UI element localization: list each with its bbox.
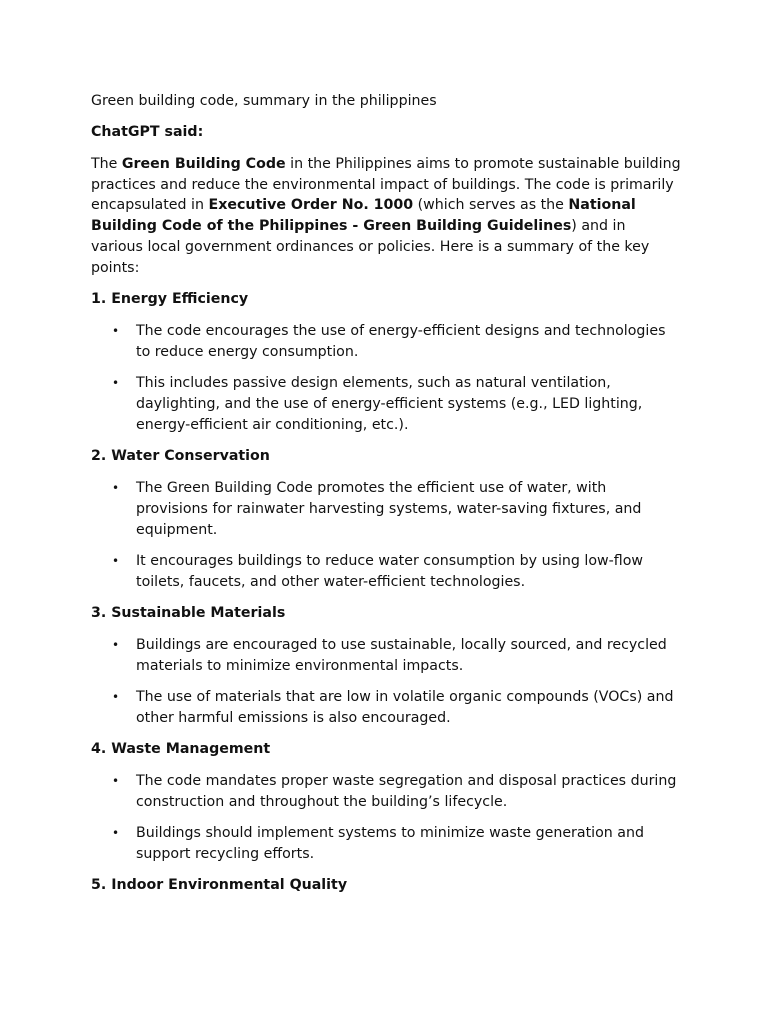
list-item: [91, 321, 681, 363]
section-heading: 2. Water Conservation: [91, 448, 270, 465]
bullet-icon: •: [112, 323, 120, 338]
list-item: [91, 823, 681, 865]
list-item: [91, 687, 681, 729]
user-prompt: Green building code, summary in the philippines: [91, 93, 437, 109]
intro-paragraph: [91, 154, 681, 279]
intro-text-4: ) and in various local government ordinances or policies. Here is a summary of the key points:: [91, 218, 650, 276]
list-item: [91, 478, 681, 540]
list-item-text: The use of materials that are low in volatile organic compounds (VOCs) and other harmful emissions is also encouraged.: [136, 689, 674, 726]
section-heading: 5. Indoor Environmental Quality: [91, 877, 348, 894]
intro-text-1: The: [91, 155, 122, 172]
speaker-label: ChatGPT said:: [91, 124, 204, 141]
intro-bold-executive-order: Executive Order No. 1000: [208, 197, 414, 214]
bullet-list: [91, 771, 681, 865]
list-item: [91, 373, 681, 435]
bullet-icon: •: [112, 774, 120, 789]
section-heading: 1. Energy Efficiency: [91, 291, 249, 308]
sections-list: [91, 289, 681, 896]
list-item-text: It encourages buildings to reduce water consumption by using low-flow toilets, faucets, and other water-efficient technologies.: [136, 552, 643, 590]
bullet-icon: •: [112, 553, 120, 568]
list-item-text: The Green Building Code promotes the efficient use of water, with provisions for rainwater harvesting systems, water-saving fixtures, and equipment.: [136, 479, 642, 538]
bullet-icon: •: [112, 637, 120, 652]
intro-text-3: (which serves as the: [413, 197, 569, 214]
intro-bold-green-building-code: Green Building Code: [121, 155, 286, 172]
list-item: [91, 635, 681, 677]
section-heading: 4. Waste Management: [91, 741, 271, 758]
bullet-list: [91, 478, 681, 593]
list-item-text: The code mandates proper waste segregation and disposal practices during construction and throughout the building’s lifecycle.: [136, 773, 677, 810]
intro-bold-national-building-code: National Building Code of the Philippines - Green Building Guidelines: [91, 197, 636, 235]
intro-text-2: in the Philippines aims to promote sustainable building practices and reduce the environmental impact of buildings. The code is primarily encapsulated in: [91, 155, 681, 214]
bullet-icon: •: [112, 690, 120, 705]
list-item-text: Buildings should implement systems to minimize waste generation and support recycling efforts.: [136, 825, 644, 863]
document-page: [91, 91, 681, 907]
bullet-icon: •: [112, 826, 120, 841]
bullet-icon: •: [112, 376, 120, 391]
bullet-list: [91, 635, 681, 729]
bullet-list: [91, 321, 681, 436]
section-heading: 3. Sustainable Materials: [91, 605, 286, 622]
list-item-text: Buildings are encouraged to use sustainable, locally sourced, and recycled materials to minimize environmental impacts.: [136, 636, 667, 674]
list-item: [91, 551, 681, 593]
list-item-text: The code encourages the use of energy-efficient designs and technologies to reduce energy consumption.: [136, 322, 666, 360]
bullet-icon: •: [112, 480, 120, 495]
list-item-text: This includes passive design elements, such as natural ventilation, daylighting, and the use of energy-efficient systems (e.g., LED lighting, energy-efficient air conditioning, etc.).: [136, 375, 643, 433]
list-item: [91, 771, 681, 813]
